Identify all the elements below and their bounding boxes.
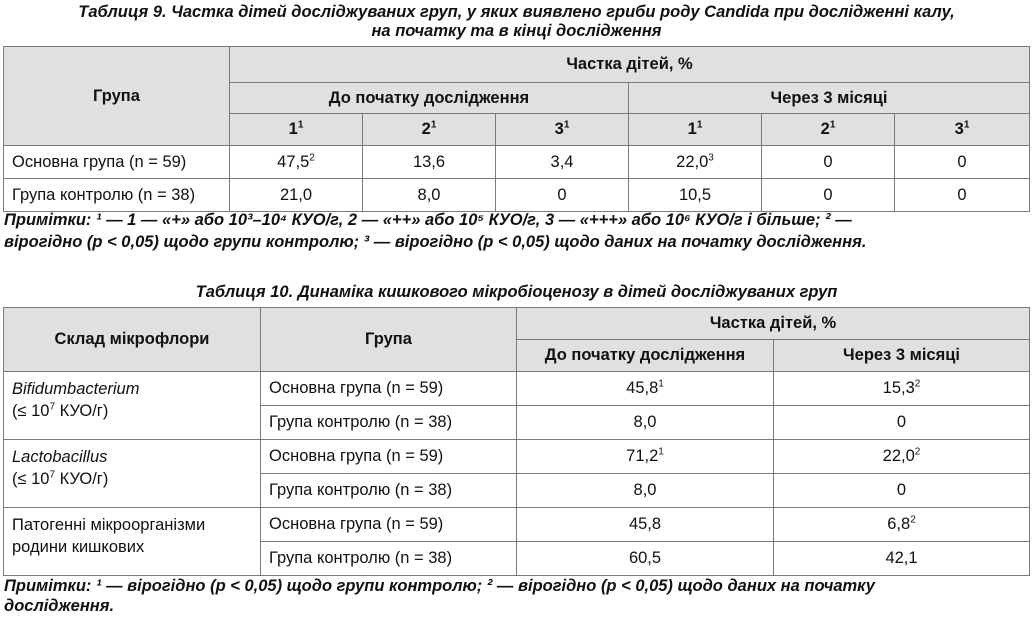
table10-header-flora: Склад мікрофлори [4, 308, 261, 372]
table9-group-cell: Група контролю (n = 38) [4, 179, 230, 212]
table-row [4, 372, 1030, 406]
table10-after-cell: 42,1 [774, 542, 1030, 576]
table10-header-group: Група [261, 308, 517, 372]
table-row [4, 508, 1030, 542]
table10-group-cell: Основна група (n = 59) [261, 440, 517, 474]
table10-header-before: До початку дослідження [517, 340, 774, 372]
table9-subheader: $3^1$ [496, 114, 629, 146]
table9-subheader: $1^1$ [629, 114, 762, 146]
table9-value-cell: 0 [496, 179, 629, 212]
table9-value-cell: 0 [762, 146, 895, 179]
table10-before-cell: 71,2$^1$ [517, 440, 774, 474]
table9-caption-line1: Таблиця 9. Частка дітей досліджуваних груп, у яких виявлено гриби роду Candida при дослідженні калу, [78, 3, 955, 21]
table9 [3, 46, 1030, 212]
table10-notes-line1: Примітки: ¹ — вірогідно (p < 0,05) щодо групи контролю; ² — вірогідно (p < 0,05) щодо даних на початку [4, 577, 875, 595]
table10-after-cell: 0 [774, 406, 1030, 440]
table10-flora-cell: Lactobacillus (≤ $10^7$ КУО/г) [4, 440, 261, 508]
table9-subheader: $1^1$ [230, 114, 363, 146]
table10-group-cell: Група контролю (n = 38) [261, 542, 517, 576]
table10-before-cell: 8,0 [517, 406, 774, 440]
table9-subheader: $2^1$ [762, 114, 895, 146]
table9-value-cell: 22,0$^3$ [629, 146, 762, 179]
table9-value-cell: 0 [895, 146, 1030, 179]
table10 [3, 307, 1030, 576]
table9-value-cell: 0 [762, 179, 895, 212]
table9-value-cell: 13,6 [363, 146, 496, 179]
table10-after-cell: 0 [774, 474, 1030, 508]
table10-notes-line2: дослідження. [4, 597, 115, 615]
table9-value-cell: 3,4 [496, 146, 629, 179]
table10-flora-cell: Bifidumbacterium (≤ $10^7$ КУО/г) [4, 372, 261, 440]
table10-after-cell: 15,3$^2$ [774, 372, 1030, 406]
table10-after-cell: $6,8^2$ [774, 508, 1030, 542]
table-row [4, 440, 1030, 474]
table9-value-cell: 8,0 [363, 179, 496, 212]
table10-caption: Таблиця 10. Динаміка кишкового мікробіоценозу в дітей досліджуваних груп [195, 283, 838, 301]
table9-value-cell: 47,5$^2$ [230, 146, 363, 179]
table10-before-cell: 60,5 [517, 542, 774, 576]
table9-subheader: $3^1$ [895, 114, 1030, 146]
table10-before-cell: 45,8$^1$ [517, 372, 774, 406]
table9-notes-line1: Примітки: ¹ — 1 — «+» або 10³–10⁴ КУО/г, 2 — «++» або 10⁵ КУО/г, 3 — «+++» або 10⁶ КУО/г і більше; ² — [4, 211, 852, 229]
table9-value-cell: 0 [895, 179, 1030, 212]
table9-group-cell: Основна група (n = 59) [4, 146, 230, 179]
table9-header-before: До початку дослідження [230, 83, 629, 114]
table10-flora-cell: Патогенні мікроорганізми родини кишкових [4, 508, 261, 576]
table9-header-group: Група [4, 47, 230, 146]
table10-before-cell: 45,8 [517, 508, 774, 542]
table9-value-cell: 10,5 [629, 179, 762, 212]
table10-header-after: Через 3 місяці [774, 340, 1030, 372]
table9-notes-line2: вірогідно (p < 0,05) щодо групи контролю; ³ — вірогідно (p < 0,05) щодо даних на початку дослідження. [4, 233, 867, 251]
table-row [4, 179, 1030, 212]
table10-after-cell: 22,0$^2$ [774, 440, 1030, 474]
table9-header-share: Частка дітей, % [230, 47, 1030, 83]
table9-value-cell: 21,0 [230, 179, 363, 212]
table10-group-cell: Група контролю (n = 38) [261, 474, 517, 508]
table10-header-share: Частка дітей, % [517, 308, 1030, 340]
table9-subheader: $2^1$ [363, 114, 496, 146]
table10-group-cell: Група контролю (n = 38) [261, 406, 517, 440]
table9-caption-line2: на початку та в кінці дослідження [371, 22, 662, 40]
table9-header-after: Через 3 місяці [629, 83, 1030, 114]
table10-before-cell: 8,0 [517, 474, 774, 508]
table10-group-cell: Основна група (n = 59) [261, 372, 517, 406]
table10-group-cell: Основна група (n = 59) [261, 508, 517, 542]
table-row [4, 146, 1030, 179]
